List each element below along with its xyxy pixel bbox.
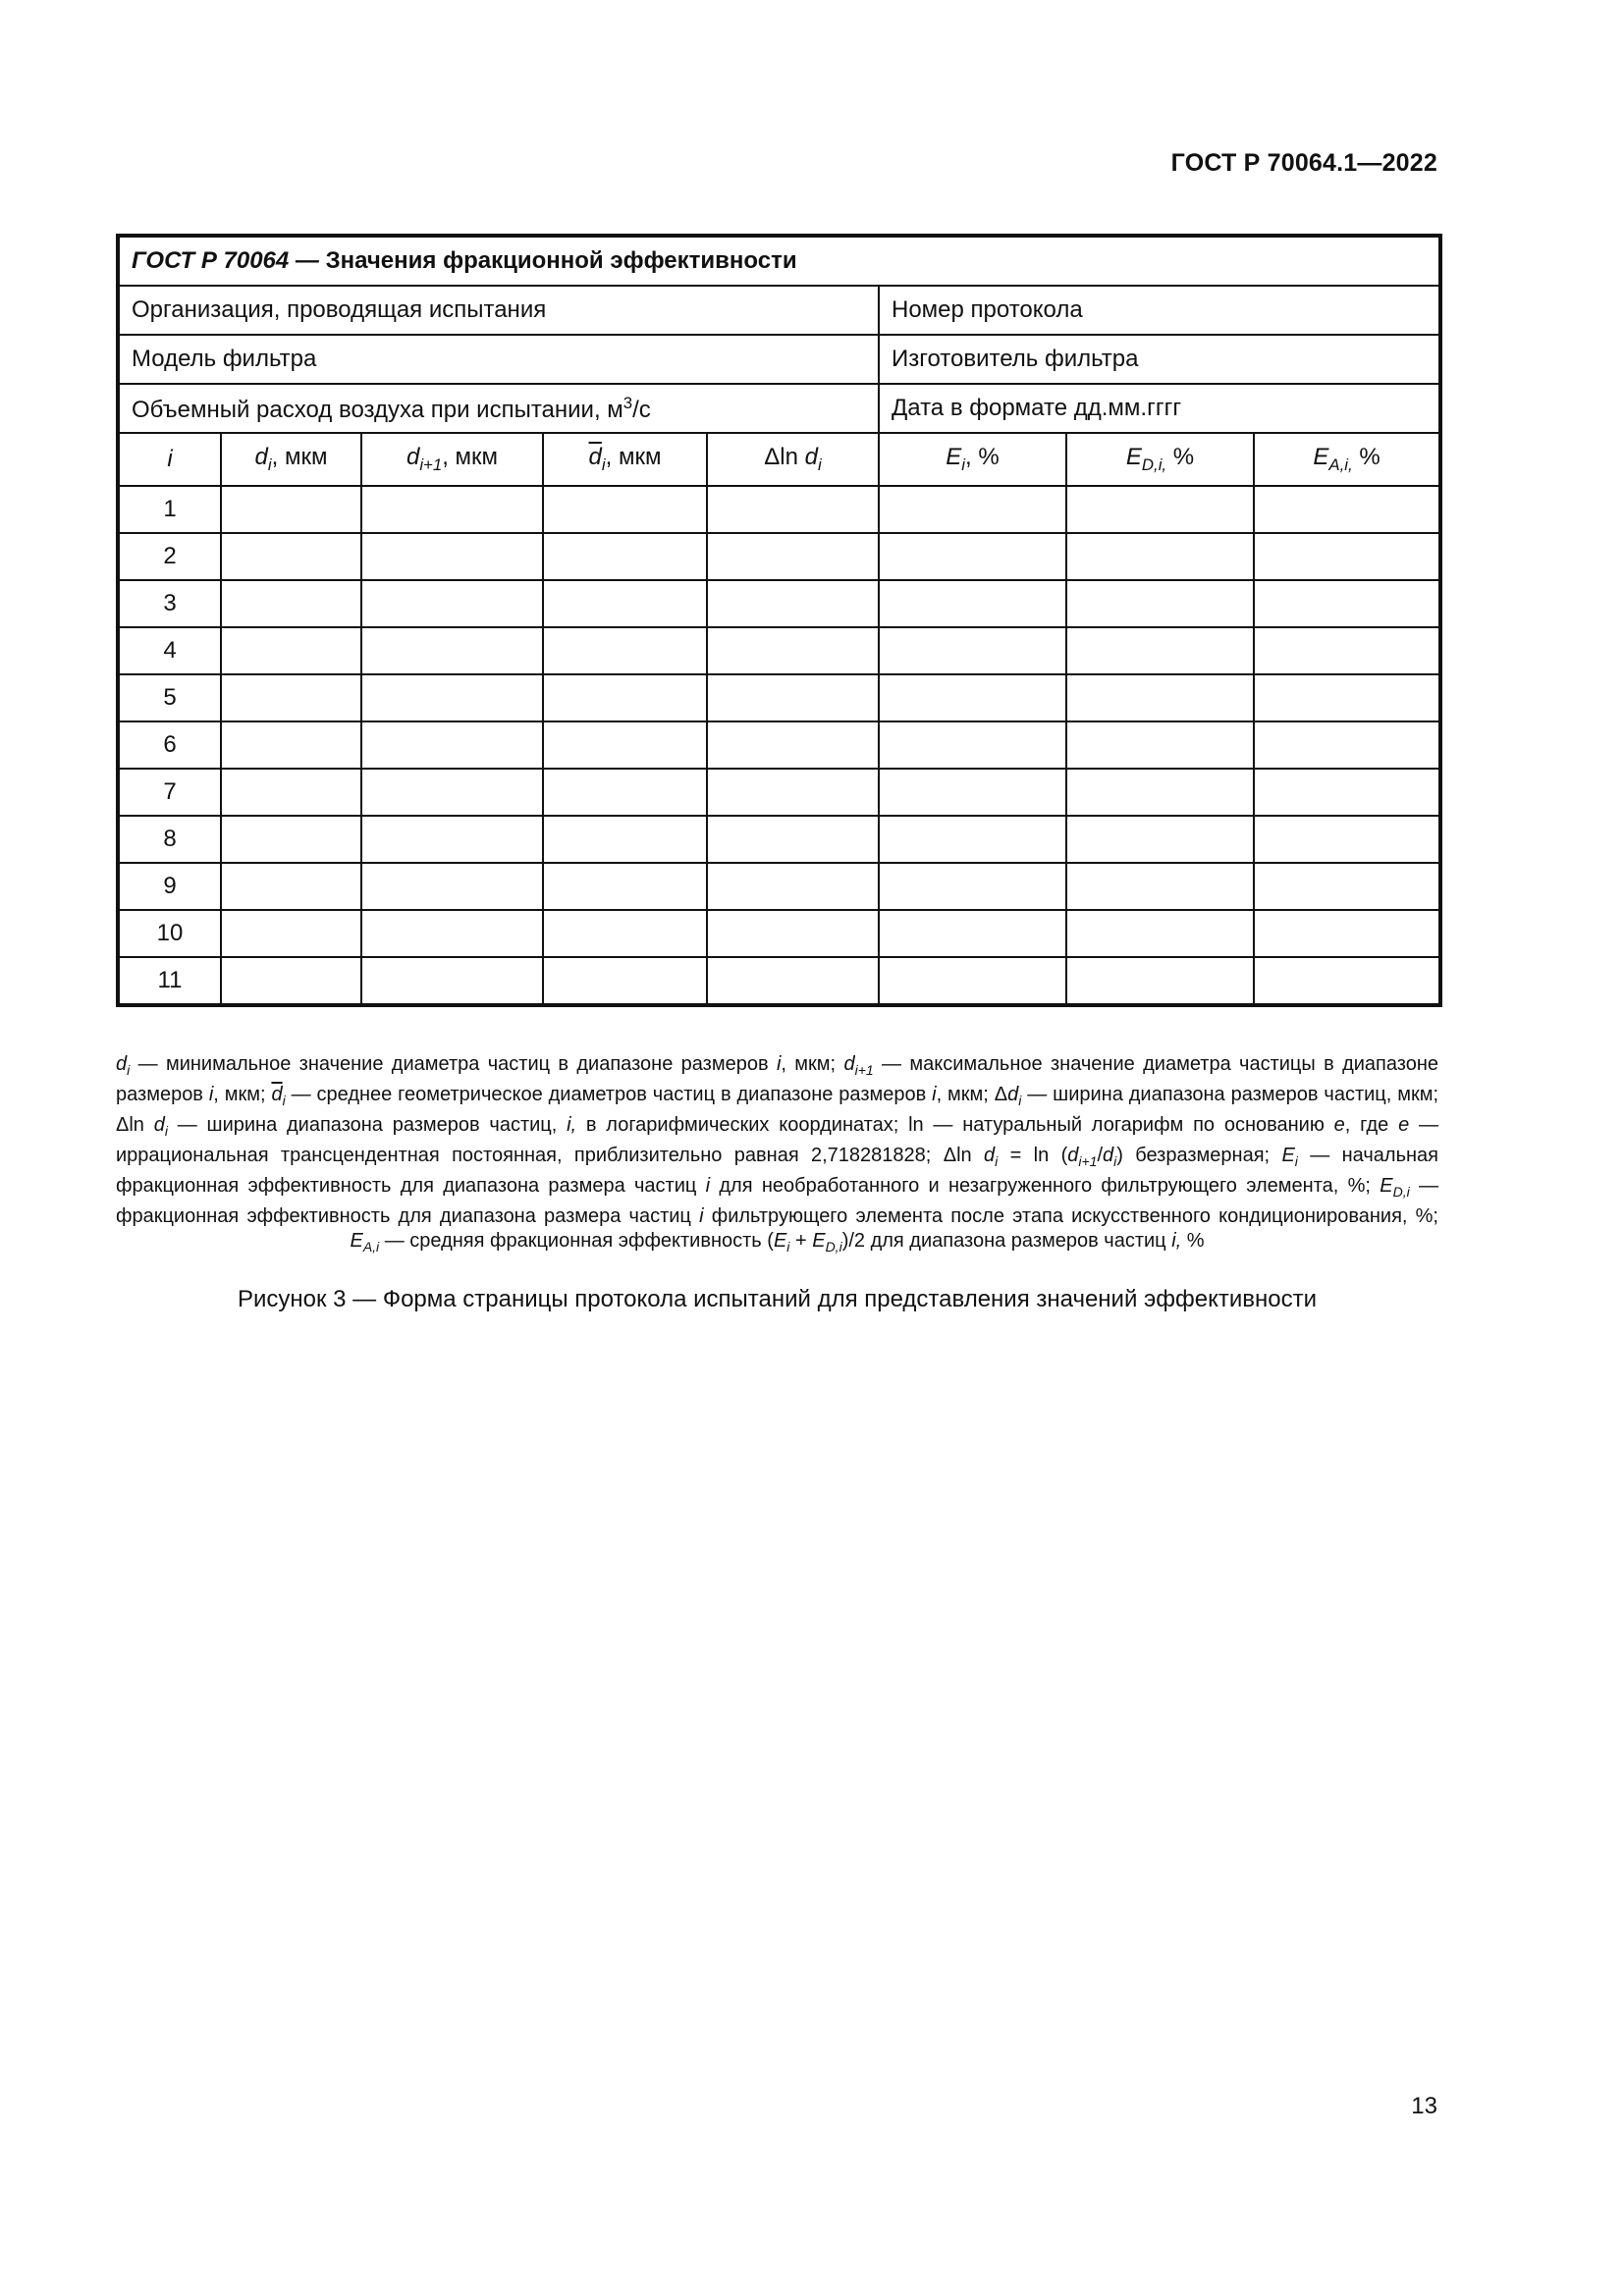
value-cell[interactable] [879, 816, 1066, 863]
form-info-row [118, 286, 1440, 335]
value-cell[interactable] [879, 863, 1066, 910]
table-row [118, 721, 1440, 769]
col-header-e-d-i: $E_{D,i,}$ % [1066, 433, 1254, 486]
value-cell[interactable] [221, 721, 361, 769]
value-cell[interactable] [1066, 533, 1254, 580]
value-cell[interactable] [221, 910, 361, 957]
value-cell[interactable] [543, 627, 707, 674]
protocol-form-table [116, 234, 1442, 1007]
value-cell[interactable] [879, 627, 1066, 674]
value-cell[interactable] [707, 486, 879, 533]
airflow-field[interactable]: Объемный расход воздуха при испытании, $м^3/с$ [118, 384, 879, 433]
value-cell[interactable] [879, 910, 1066, 957]
figure-caption: Рисунок 3 — Форма страницы протокола испытаний для представления значений эффективности [237, 1286, 1318, 1312]
value-cell[interactable] [543, 816, 707, 863]
value-cell[interactable] [361, 769, 543, 816]
value-cell[interactable] [543, 674, 707, 721]
value-cell[interactable] [1254, 816, 1440, 863]
filter-model-field[interactable]: Модель фильтра [118, 335, 879, 384]
col-header-e-a-i: $E_{A,i,}$ % [1254, 433, 1440, 486]
data-rows [118, 486, 1440, 1005]
value-cell[interactable] [543, 957, 707, 1005]
value-cell[interactable] [543, 863, 707, 910]
row-index: 2 [118, 533, 221, 580]
value-cell[interactable] [221, 486, 361, 533]
row-index: 4 [118, 627, 221, 674]
test-date-field[interactable]: Дата в формате дд.мм.гггг [879, 384, 1440, 433]
value-cell[interactable] [221, 674, 361, 721]
value-cell[interactable] [707, 769, 879, 816]
value-cell[interactable] [361, 674, 543, 721]
value-cell[interactable] [707, 721, 879, 769]
value-cell[interactable] [879, 721, 1066, 769]
value-cell[interactable] [361, 627, 543, 674]
value-cell[interactable] [1066, 863, 1254, 910]
value-cell[interactable] [221, 957, 361, 1005]
value-cell[interactable] [543, 721, 707, 769]
value-cell[interactable] [1066, 486, 1254, 533]
value-cell[interactable] [707, 910, 879, 957]
col-header-d-bar: $\overline{d}_i$, мкм [543, 433, 707, 486]
column-header-row [118, 433, 1440, 486]
value-cell[interactable] [1254, 533, 1440, 580]
value-cell[interactable] [361, 957, 543, 1005]
value-cell[interactable] [1254, 486, 1440, 533]
value-cell[interactable] [879, 580, 1066, 627]
table-row [118, 910, 1440, 957]
value-cell[interactable] [543, 533, 707, 580]
value-cell[interactable] [1254, 957, 1440, 1005]
row-index: 3 [118, 580, 221, 627]
value-cell[interactable] [1254, 910, 1440, 957]
value-cell[interactable] [1066, 816, 1254, 863]
value-cell[interactable] [361, 533, 543, 580]
row-index: 7 [118, 769, 221, 816]
table-row [118, 957, 1440, 1005]
col-header-i: i [118, 433, 221, 486]
value-cell[interactable] [361, 721, 543, 769]
form-title-row [118, 236, 1440, 286]
value-cell[interactable] [221, 863, 361, 910]
value-cell[interactable] [707, 957, 879, 1005]
value-cell[interactable] [707, 627, 879, 674]
value-cell[interactable] [1066, 910, 1254, 957]
value-cell[interactable] [707, 580, 879, 627]
document-code: ГОСТ Р 70064.1—2022 [1170, 149, 1437, 177]
value-cell[interactable] [879, 486, 1066, 533]
form-info-row [118, 384, 1440, 433]
value-cell[interactable] [707, 816, 879, 863]
col-header-d-i-plus-1: $d_{i+1}$, мкм [361, 433, 543, 486]
value-cell[interactable] [1066, 721, 1254, 769]
value-cell[interactable] [879, 769, 1066, 816]
value-cell[interactable] [543, 769, 707, 816]
table-row [118, 863, 1440, 910]
filter-manufacturer-field[interactable]: Изготовитель фильтра [879, 335, 1440, 384]
protocol-number-field[interactable]: Номер протокола [879, 286, 1440, 335]
row-index: 10 [118, 910, 221, 957]
row-index: 8 [118, 816, 221, 863]
table-row [118, 816, 1440, 863]
value-cell[interactable] [707, 674, 879, 721]
value-cell[interactable] [543, 486, 707, 533]
value-cell[interactable] [1254, 863, 1440, 910]
col-header-d-i: $d_i$, мкм [221, 433, 361, 486]
value-cell[interactable] [1066, 627, 1254, 674]
legend-text: $d_i$ — минимальное значение диаметра частиц в диапазоне размеров i, мкм; $d_{i+1}$ — максимальное значение диаметра частицы в диапазоне размеров i, мкм; $\overline{d}_i$ — среднее геометрическое диаметров частиц в диапазоне размеров i, мкм; $\Delta d_i$ — ширина диапазона размеров частиц, мкм; Δln $d_i$ — ширина диапазона размеров частиц, i, в логарифмических координатах; ln — натуральный логарифм по основанию e, где e — иррациональная трансцендентная постоянная, приблизительно равная 2,718281828; Δln $d_i = \ln (d_{i+1}/d_i)$ безразмерная; $E_i$ — начальная фракционная эффективность для диапазона размера частиц i для необработанного и незагруженного фильтрующего элемента, %; $E_{D,i}$ — фракционная эффективность для диапазона размера частиц i фильтрующего элемента после этапа искусственного кондиционирования, %; $E_{A,i}$ — средняя фракционная эффективность $(E_i + E_{D,i})/2$ для диапазона размеров частиц i, % [116, 1053, 1439, 1255]
value-cell[interactable] [1254, 674, 1440, 721]
value-cell[interactable] [361, 863, 543, 910]
organization-field[interactable]: Организация, проводящая испытания [118, 286, 879, 335]
page-number: 13 [1411, 2093, 1437, 2119]
col-header-delta-ln-d: Δln $d_i$ [707, 433, 879, 486]
value-cell[interactable] [221, 627, 361, 674]
value-cell[interactable] [1066, 957, 1254, 1005]
value-cell[interactable] [1254, 627, 1440, 674]
value-cell[interactable] [1254, 721, 1440, 769]
table-row [118, 674, 1440, 721]
row-index: 11 [118, 957, 221, 1005]
value-cell[interactable] [221, 533, 361, 580]
form-info-row [118, 335, 1440, 384]
form-title: ГОСТ Р 70064 — Значения фракционной эффективности [118, 236, 1440, 286]
value-cell[interactable] [221, 580, 361, 627]
value-cell[interactable] [707, 863, 879, 910]
value-cell[interactable] [221, 769, 361, 816]
value-cell[interactable] [361, 910, 543, 957]
value-cell[interactable] [1066, 580, 1254, 627]
value-cell[interactable] [879, 957, 1066, 1005]
value-cell[interactable] [543, 580, 707, 627]
value-cell[interactable] [361, 816, 543, 863]
value-cell[interactable] [543, 910, 707, 957]
row-index: 6 [118, 721, 221, 769]
row-index: 9 [118, 863, 221, 910]
value-cell[interactable] [1254, 769, 1440, 816]
table-row [118, 580, 1440, 627]
row-index: 1 [118, 486, 221, 533]
value-cell[interactable] [361, 486, 543, 533]
value-cell[interactable] [361, 580, 543, 627]
table-row [118, 627, 1440, 674]
value-cell[interactable] [1254, 580, 1440, 627]
value-cell[interactable] [879, 533, 1066, 580]
col-header-e-i: $E_i$, % [879, 433, 1066, 486]
table-row [118, 486, 1440, 533]
value-cell[interactable] [707, 533, 879, 580]
value-cell[interactable] [1066, 769, 1254, 816]
value-cell[interactable] [1066, 674, 1254, 721]
value-cell[interactable] [879, 674, 1066, 721]
value-cell[interactable] [221, 816, 361, 863]
row-index: 5 [118, 674, 221, 721]
table-row [118, 533, 1440, 580]
table-row [118, 769, 1440, 816]
